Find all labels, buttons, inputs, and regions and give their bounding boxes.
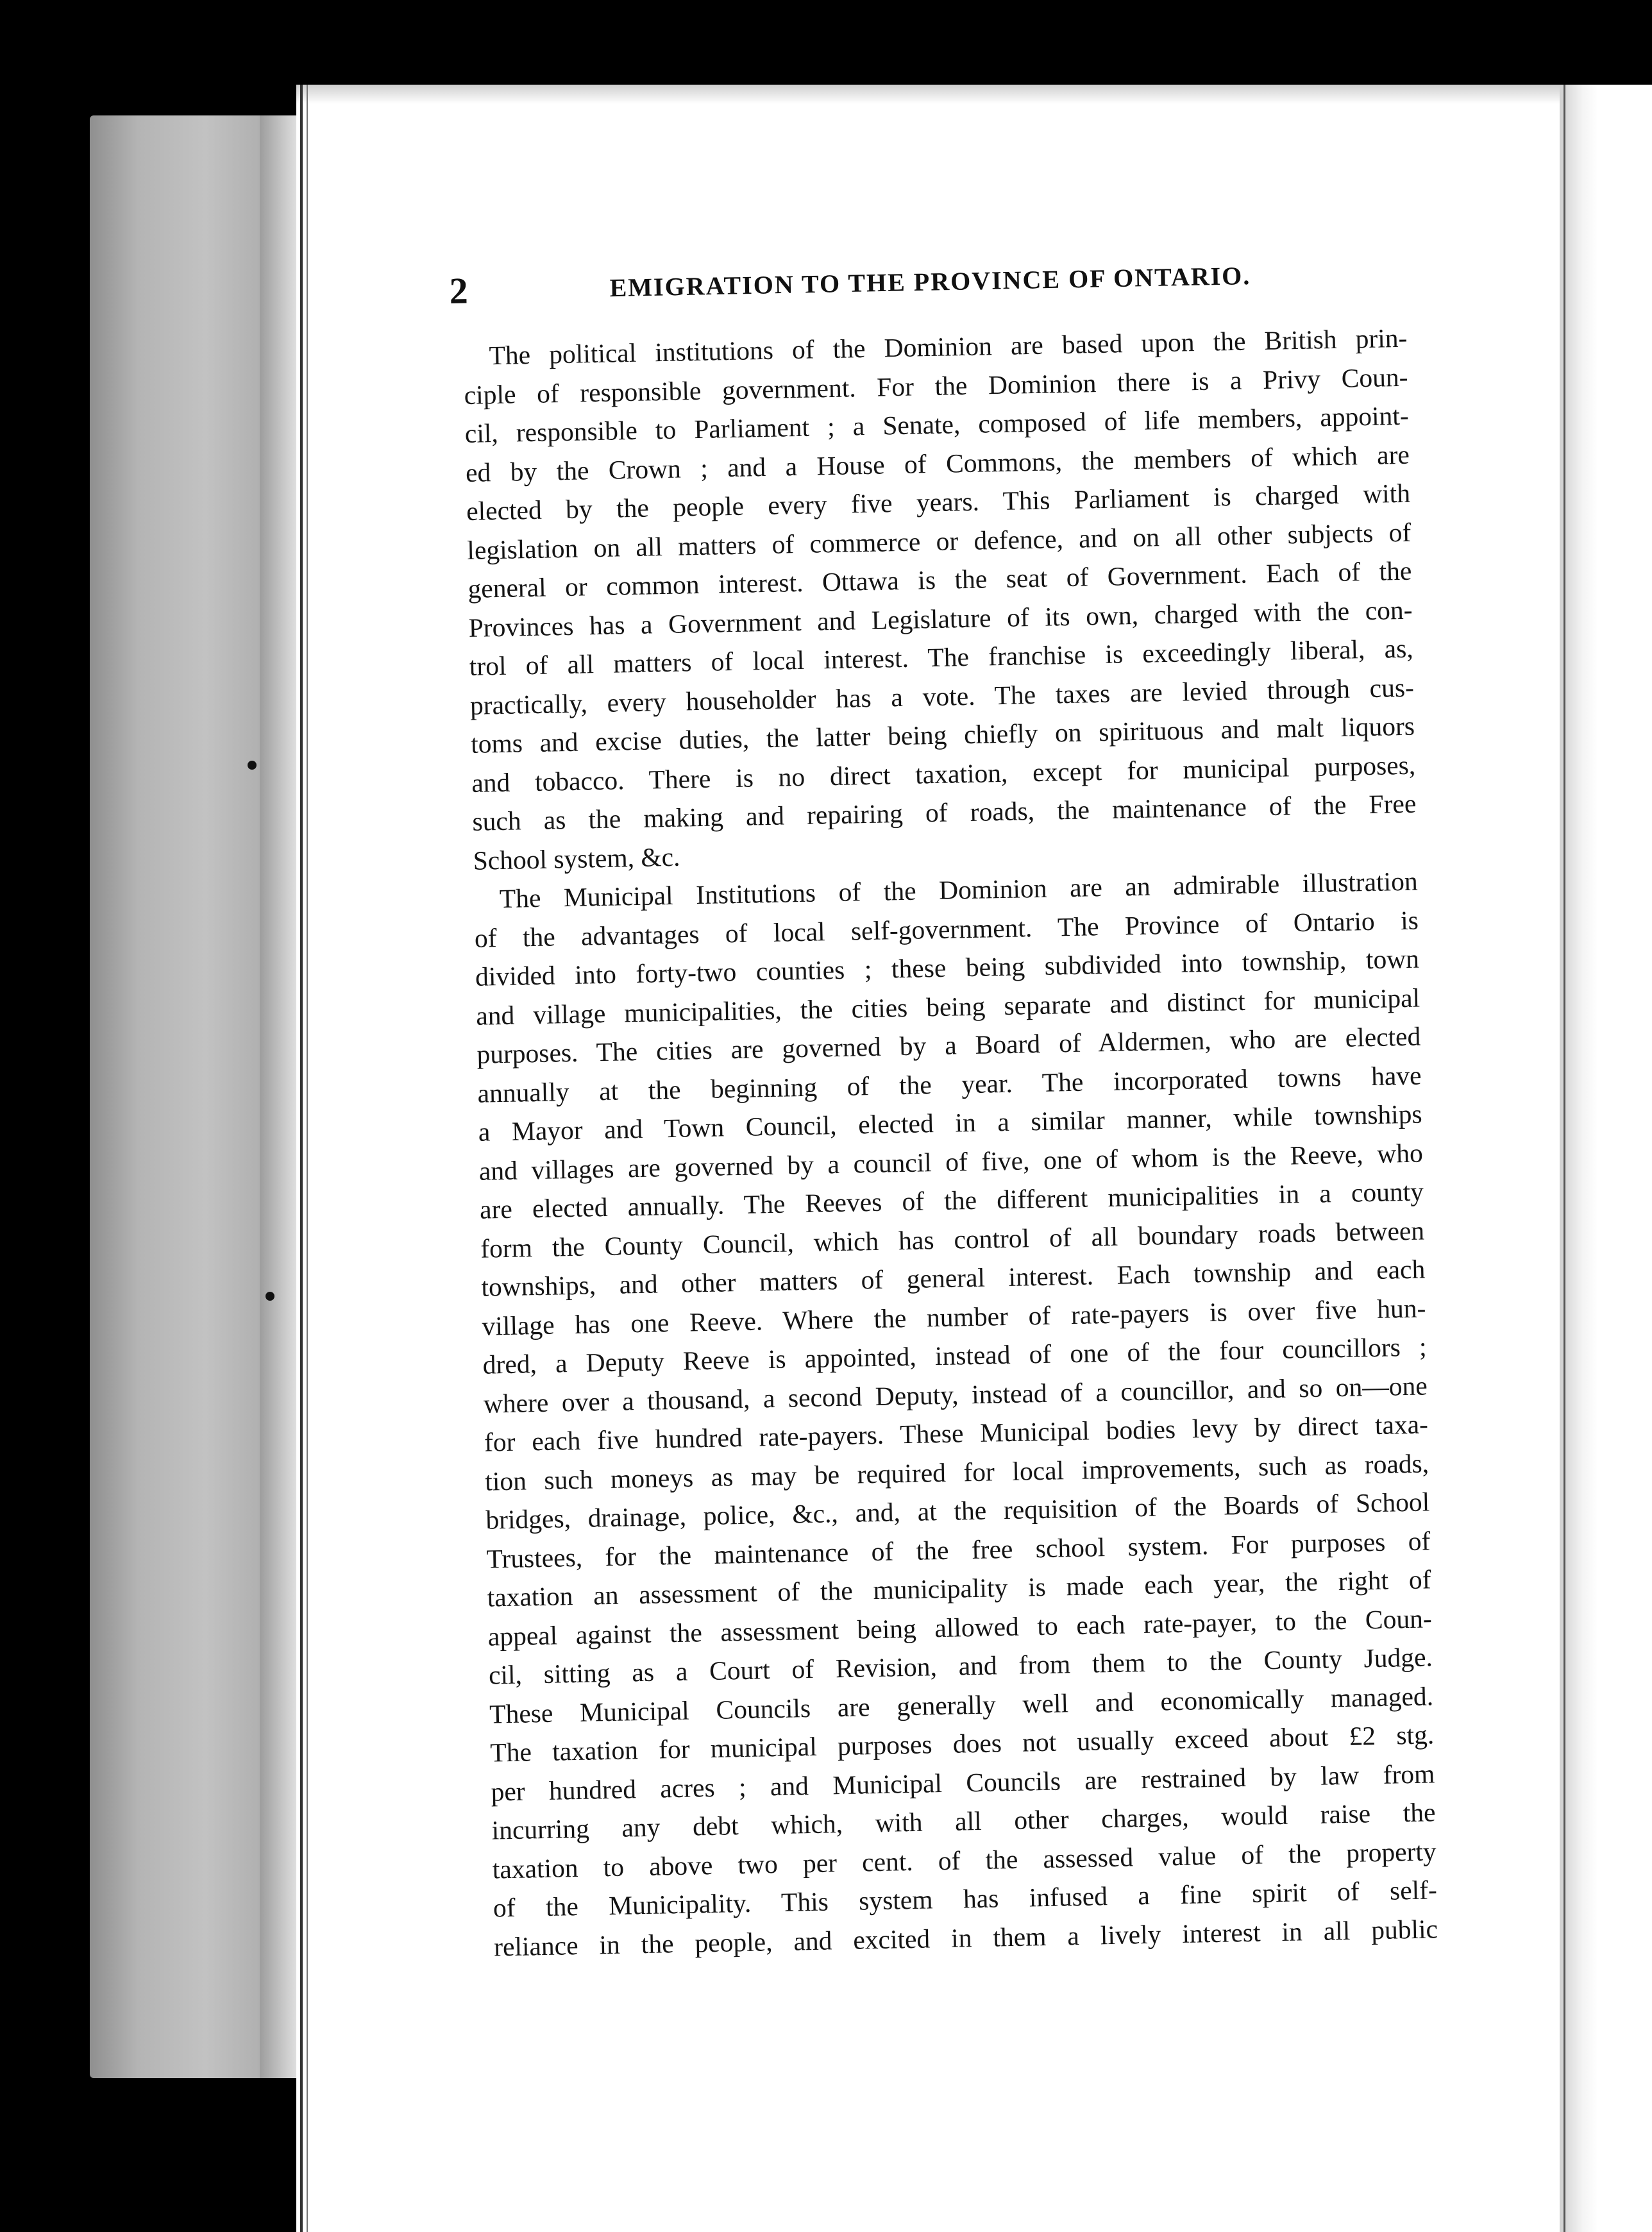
text-line: toms and excise duties, the latter being chiefly on spirituous and malt liquors <box>470 711 1415 759</box>
spine-edge <box>90 115 282 2078</box>
text-line: The taxation for municipal purposes does not usually exceed about £2 stg. <box>489 1720 1435 1768</box>
text-line: tion such moneys as may be required for local improvements, such as roads, <box>484 1448 1429 1496</box>
text-line: form the County Council, which has control of all boundary roads between <box>480 1215 1425 1264</box>
text-line: The political institutions of the Dominion are based upon the British prin- <box>489 323 1408 371</box>
text-line: trol of all matters of local interest. The franchise is exceedingly liberal, as, <box>469 633 1414 681</box>
text-line: appeal against the assessment being allowed to each rate-payer, to the Coun- <box>487 1603 1433 1652</box>
text-line: and villages are governed by a council of five, one of whom is the Reeve, who <box>478 1138 1424 1186</box>
text-line: School system, &c. <box>473 841 680 875</box>
text-line: bridges, drainage, police, &c., and, at the requisition of the Boards of School <box>485 1487 1430 1535</box>
paragraph-political-institutions <box>463 319 1417 880</box>
text-line: annually at the beginning of the year. The incorporated towns have <box>477 1060 1422 1108</box>
text-line: Provinces has a Government and Legislature of its own, charged with the con- <box>468 595 1413 643</box>
text-line: These Municipal Councils are generally well and economically managed. <box>489 1680 1434 1729</box>
text-line: are elected annually. The Reeves of the different municipalities in a county <box>479 1176 1424 1224</box>
text-line: cil, responsible to Parliament ; a Senate, composed of life members, appoint- <box>464 400 1410 448</box>
text-line: ciple of responsible government. For the Dominion there is a Privy Coun- <box>464 362 1408 410</box>
paragraph-municipal-institutions <box>473 862 1438 1966</box>
text-line: a Mayor and Town Council, elected in a similar manner, while townships <box>478 1099 1422 1147</box>
text-line: reliance in the people, and excited in them a lively interest in all public <box>493 1913 1438 1962</box>
body-text <box>463 319 1438 1966</box>
text-line: ed by the Crown ; and a House of Commons, the members of which are <box>465 439 1410 487</box>
text-line: of the advantages of local self-government. The Province of Ontario is <box>474 905 1419 953</box>
page-top-shadow <box>296 85 1566 104</box>
text-line: village has one Reeve. Where the number of rate-payers is over five hun- <box>482 1292 1426 1341</box>
text-line: taxation to above two per cent. of the assessed value of the property <box>492 1836 1437 1884</box>
next-page-edge <box>1560 85 1598 2232</box>
page-right-border <box>1564 85 1565 2232</box>
text-line: general or common interest. Ottawa is the seat of Government. Each of the <box>468 555 1412 604</box>
binding-hole-mark <box>266 1292 274 1301</box>
text-line: dred, a Deputy Reeve is appointed, instead of one of the four councillors ; <box>482 1332 1427 1380</box>
text-line: for each five hundred rate-payers. These Municipal bodies levy by direct taxa- <box>484 1409 1429 1457</box>
text-line: taxation an assessment of the municipality is made each year, the right of <box>487 1564 1431 1612</box>
text-line: incurring any debt which, with all other charges, would raise the <box>491 1797 1436 1845</box>
text-line: divided into forty-two counties ; these being subdivided into township, town <box>475 943 1420 992</box>
text-line: townships, and other matters of general interest. Each township and each <box>481 1254 1426 1302</box>
text-line: elected by the people every five years. This Parliament is charged with <box>466 478 1411 526</box>
text-line: such as the making and repairing of roads, the maintenance of the Free <box>472 788 1417 836</box>
binding-hole-mark <box>248 761 257 770</box>
text-line: and tobacco. There is no direct taxation, except for municipal purposes, <box>471 750 1416 798</box>
text-line: and village municipalities, the cities being separate and distinct for municipal <box>475 983 1420 1031</box>
text-line: of the Municipality. This system has infused a fine spirit of self- <box>493 1875 1438 1923</box>
text-line: practically, every householder has a vote. The taxes are levied through cus- <box>469 672 1415 720</box>
page-left-border <box>300 85 303 2232</box>
text-line: legislation on all matters of commerce or defence, and on all other subjects of <box>466 517 1412 565</box>
text-line: per hundred acres ; and Municipal Councils are restrained by law from <box>491 1758 1435 1807</box>
page-left-border-inner <box>307 85 308 2232</box>
text-line: The Municipal Institutions of the Dominion are an admirable illustration <box>499 866 1419 914</box>
text-line: Trustees, for the maintenance of the free school system. For purposes of <box>486 1525 1431 1574</box>
spine-shadow <box>260 115 298 2078</box>
page-number: 2 <box>449 269 469 312</box>
text-line: purposes. The cities are governed by a Board of Aldermen, who are elected <box>476 1021 1421 1069</box>
text-line: cil, sitting as a Court of Revision, and from them to the County Judge. <box>488 1642 1433 1690</box>
text-line: where over a thousand, a second Deputy, instead of a councillor, and so on—one <box>483 1370 1428 1419</box>
running-head: EMIGRATION TO THE PROVINCE OF ONTARIO. <box>609 261 1251 303</box>
